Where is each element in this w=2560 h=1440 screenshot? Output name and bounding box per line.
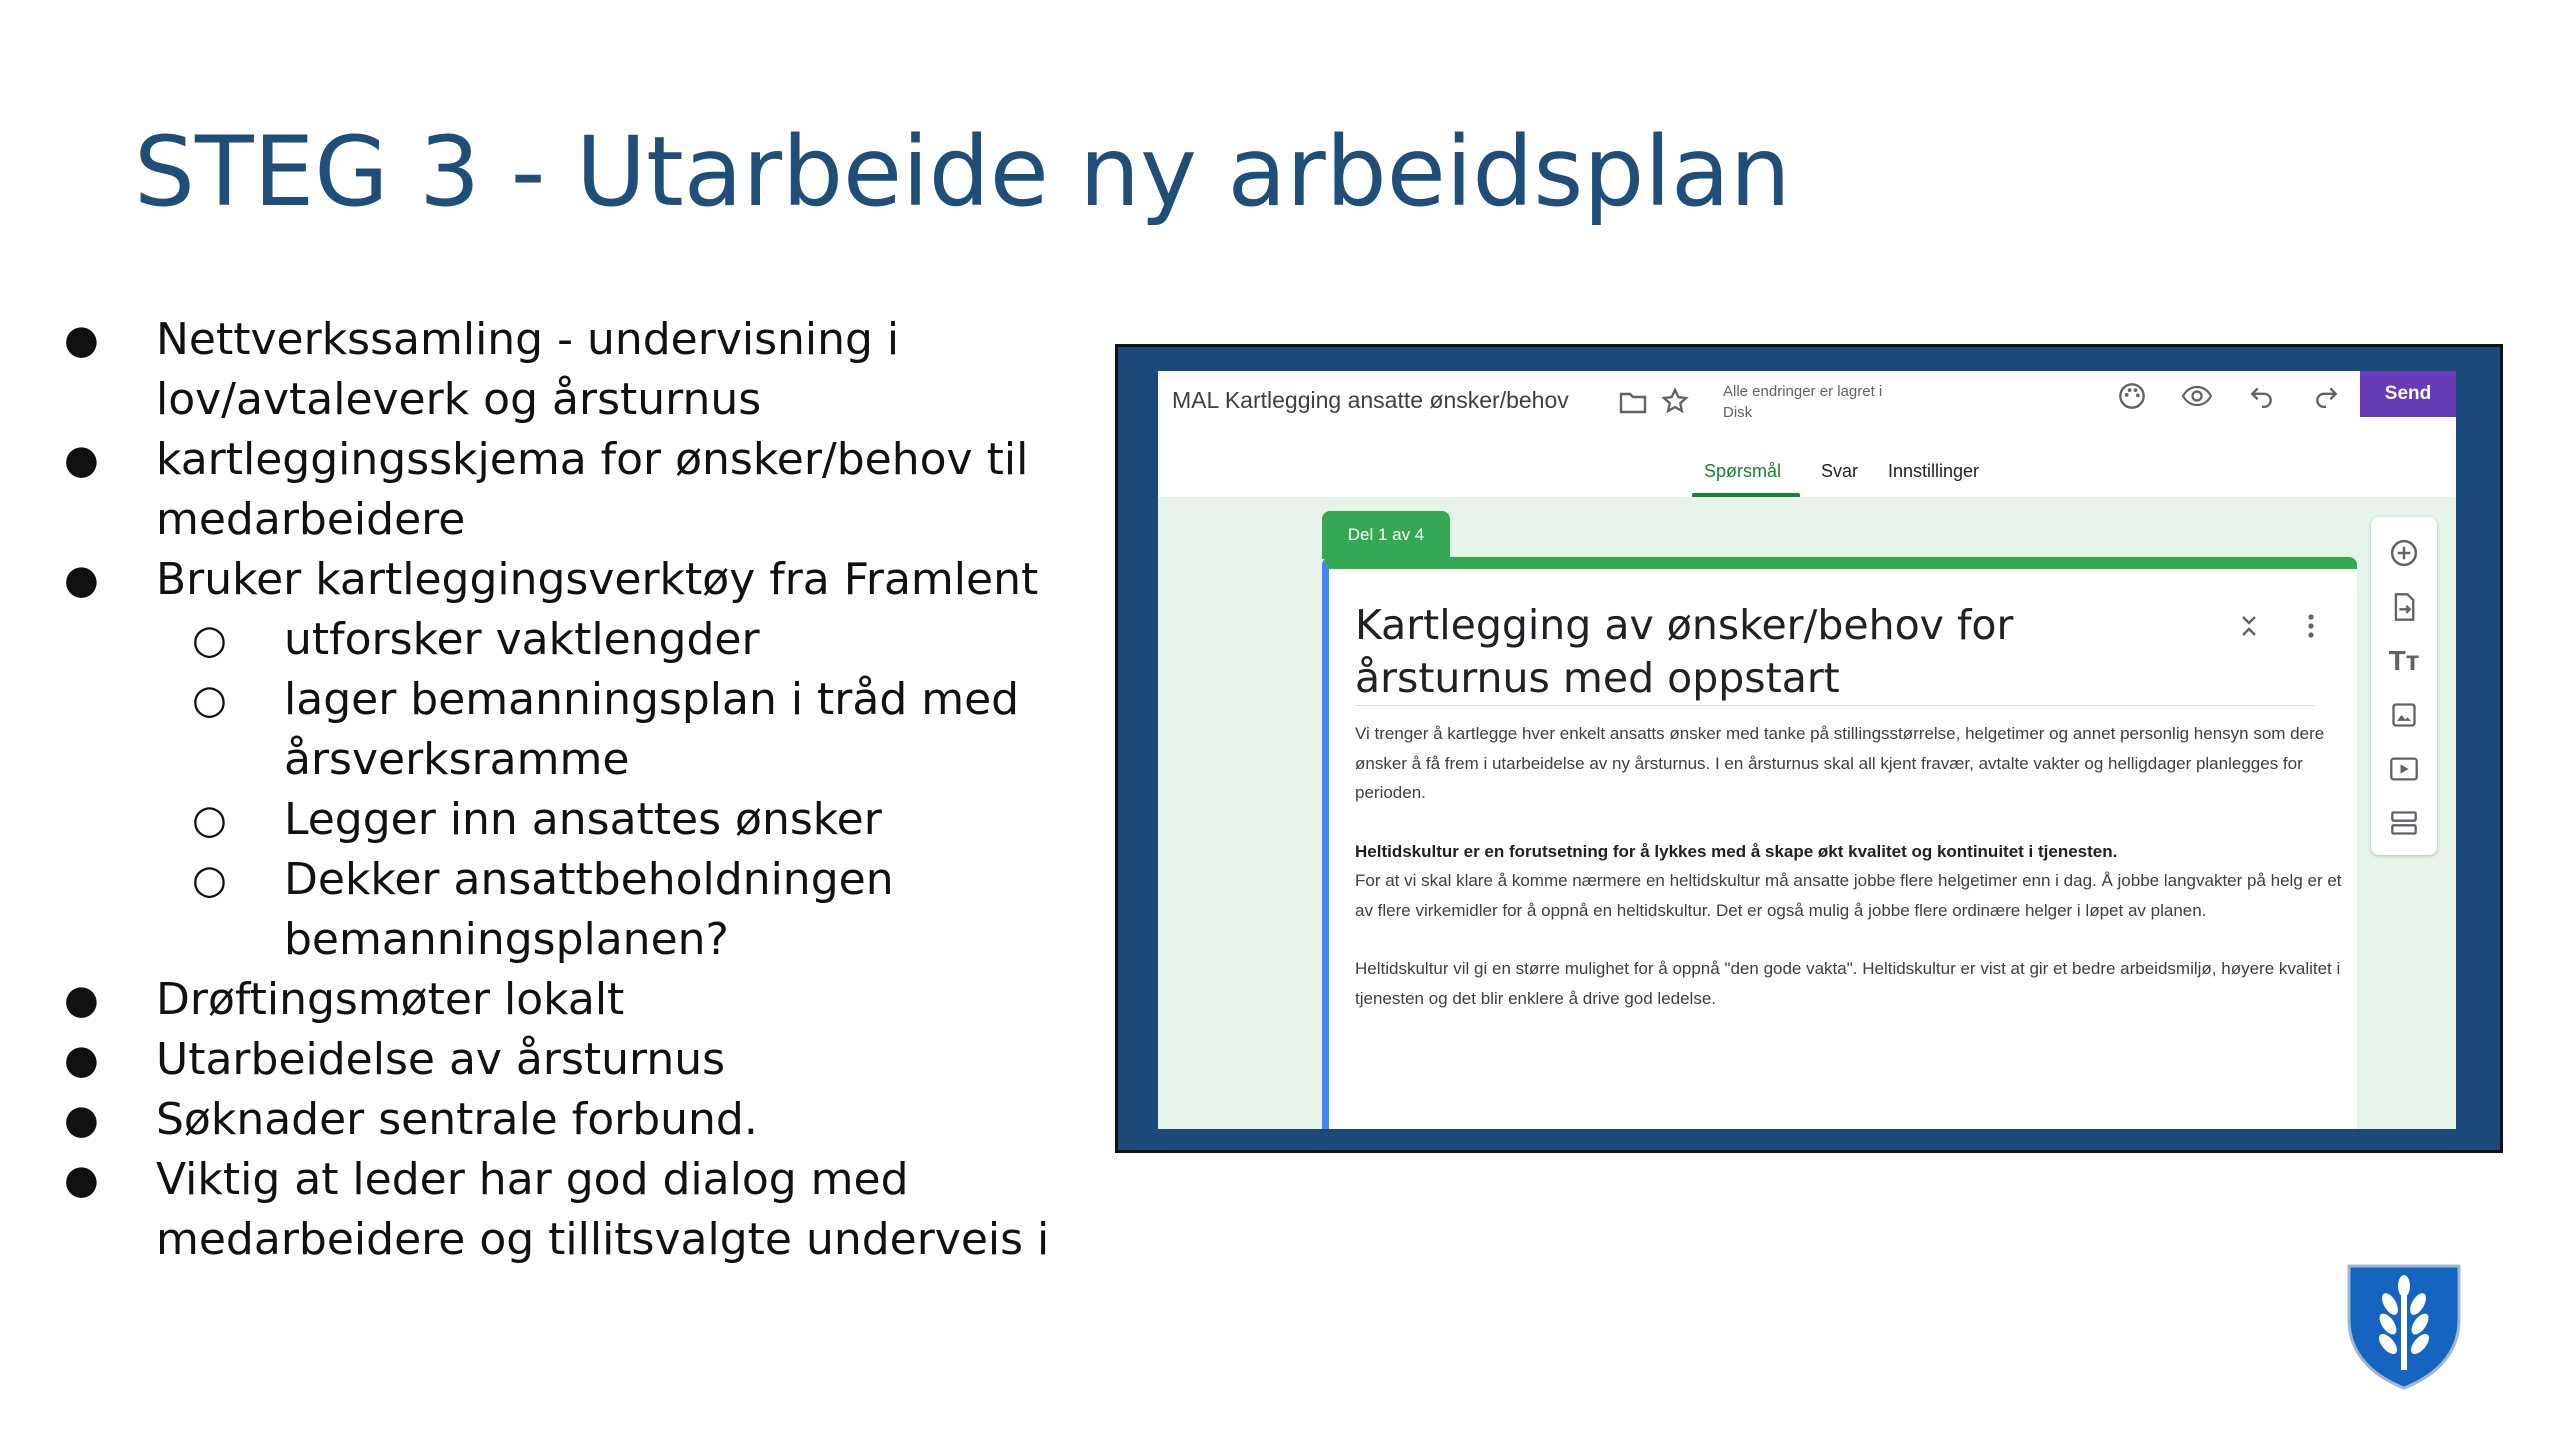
bullet-text-line: lager bemanningsplan i tråd med [284, 674, 1020, 725]
bullet-item [60, 970, 1070, 1030]
send-button[interactable]: Send [2360, 371, 2456, 417]
bullet-text-line: bemanningsplanen? [284, 914, 729, 965]
slide-title: STEG 3 - Utarbeide ny arbeidsplan [134, 116, 1791, 228]
bullet-marker: ● [64, 1097, 99, 1143]
sub-bullet-marker: ○ [192, 617, 227, 663]
sub-bullet-item [60, 610, 1070, 670]
sub-bullet-marker: ○ [192, 857, 227, 903]
more-vert-icon[interactable] [2299, 609, 2323, 643]
bullet-text-line: Utarbeidelse av årsturnus [156, 1034, 726, 1085]
bullet-list [60, 310, 1070, 1270]
google-forms-screenshot [1158, 371, 2456, 1129]
bullet-text-line: lov/avtaleverk og årsturnus [156, 374, 762, 425]
tab-responses[interactable]: Svar [1821, 461, 1859, 481]
redo-icon[interactable] [2309, 379, 2343, 413]
bullet-text-line: Nettverkssamling - undervisning i [156, 314, 900, 365]
preview-eye-icon[interactable] [2179, 379, 2215, 413]
bullet-text-line: Bruker kartleggingsverktøy fra Framlent [156, 554, 1039, 605]
palette-icon[interactable] [2115, 379, 2149, 413]
bullet-item [60, 550, 1070, 610]
bullet-text-line: medarbeidere [156, 494, 466, 545]
bullet-marker: ● [64, 557, 99, 603]
star-icon[interactable] [1658, 383, 1692, 419]
sub-bullet-marker: ○ [192, 797, 227, 843]
bullet-item [60, 310, 1070, 430]
undo-icon[interactable] [2245, 379, 2279, 413]
bullet-text-line: kartleggingsskjema for ønsker/behov til [156, 434, 1029, 485]
sub-bullet-marker: ○ [192, 677, 227, 723]
collapse-icon[interactable] [2234, 609, 2264, 643]
bullet-text-line: medarbeidere og tillitsvalgte underveis i [156, 1214, 1050, 1265]
title-divider [1355, 705, 2315, 706]
coat-of-arms-logo [2345, 1262, 2463, 1390]
form-document-title[interactable]: MAL Kartlegging ansatte ønsker/behov [1172, 387, 1569, 413]
bullet-item [60, 1030, 1070, 1090]
bullet-item [60, 1090, 1070, 1150]
description-paragraph: Heltidskultur vil gi en større mulighet for å oppnå "den gode vakta". Heltidskultur er vist at gir et bedre arbeidsmiljø, høyere kvalitet i tjenesten og det blir enklere å drive god ledelse. [1355, 959, 2341, 1008]
sub-bullet-item [60, 670, 1070, 790]
form-description[interactable] [1355, 719, 2345, 1042]
bullet-text-line: utforsker vaktlengder [284, 614, 760, 665]
bullet-text-line: årsverksramme [284, 734, 630, 785]
bullet-marker: ● [64, 1157, 99, 1203]
import-questions-icon[interactable] [2371, 587, 2437, 627]
bullet-marker: ● [64, 1037, 99, 1083]
tab-questions[interactable]: Spørsmål [1704, 461, 1782, 481]
add-image-icon[interactable] [2371, 695, 2437, 735]
sub-bullet-item [60, 850, 1070, 970]
bullet-text-line: Søknader sentrale forbund. [156, 1094, 758, 1145]
bullet-marker: ● [64, 437, 99, 483]
description-paragraph: Vi trenger å kartlegge hver enkelt ansatts ønsker med tanke på stillingsstørrelse, helgetimer og annet personlig hensyn som dere ønsker å få frem i utarbeidelse av ny årsturnus. I en årsturnus skal all kjent fravær, avtalte vakter og helligdager planlegges for perioden. [1355, 724, 2325, 802]
add-question-icon[interactable] [2371, 533, 2437, 573]
bullet-text-line: Legger inn ansattes ønsker [284, 794, 882, 845]
form-header-card[interactable] [1322, 557, 2357, 1129]
add-section-icon[interactable] [2371, 803, 2437, 843]
section-tag: Del 1 av 4 [1322, 511, 1450, 559]
folder-icon[interactable] [1616, 385, 1650, 419]
save-status: Alle endringer er lagret i Disk [1723, 383, 1883, 421]
description-bold-line: Heltidskultur er en forutsetning for å lykkes med å skape økt kvalitet og kontinuitet i tjenesten. [1355, 841, 2118, 861]
screenshot-frame [1115, 344, 2503, 1153]
bullet-text-line: Viktig at leder har god dialog med [156, 1154, 909, 1205]
form-title[interactable]: Kartlegging av ønsker/behov for årsturnus med oppstart [1355, 601, 2014, 702]
bullet-text-line: Drøftingsmøter lokalt [156, 974, 625, 1025]
description-paragraph: For at vi skal klare å komme nærmere en heltidskultur må ansatte jobbe flere helgetimer enn i dag. Å jobbe langvakter på helg er et av flere virkemidler for å oppnå en heltidskultur. Det er også mulig å jobbe flere ordinære helger i løpet av planen. [1355, 871, 2342, 920]
form-tabs [1158, 459, 2456, 497]
question-toolbar [2371, 517, 2437, 855]
add-video-icon[interactable] [2371, 749, 2437, 789]
bullet-text-line: Dekker ansattbeholdningen [284, 854, 894, 905]
bullet-marker: ● [64, 977, 99, 1023]
bullet-item [60, 1150, 1070, 1270]
bullet-item [60, 430, 1070, 550]
add-title-icon[interactable]: Tт [2388, 645, 2420, 676]
bullet-marker: ● [64, 317, 99, 363]
active-tab-indicator [1692, 493, 1800, 497]
forms-top-bar [1158, 371, 2456, 459]
sub-bullet-item [60, 790, 1070, 850]
tab-settings[interactable]: Innstillinger [1888, 461, 1980, 481]
